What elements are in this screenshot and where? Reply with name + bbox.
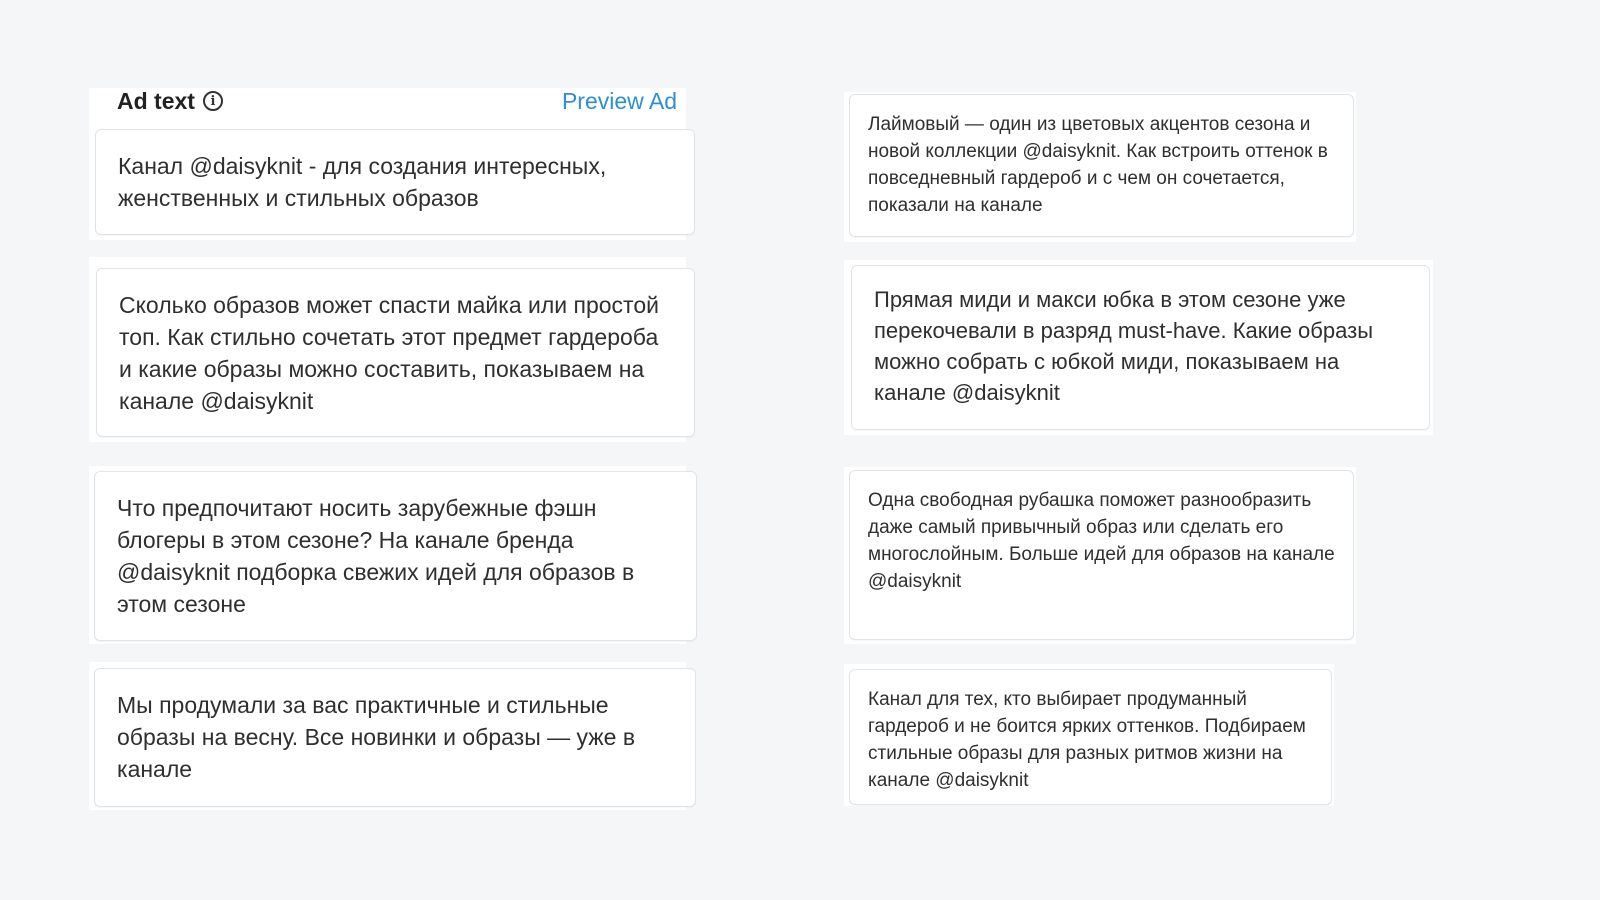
preview-ad-link[interactable]: Preview Ad — [561, 87, 677, 114]
ad-text-value: Прямая миди и макси юбка в этом сезоне уже перекочевали в разряд must-have. Какие образы можно собрать с юбкой миди, показываем на канале @daisyknit — [874, 287, 1374, 405]
ad-text-field-2[interactable] — [96, 268, 695, 437]
ad-text-value: Канал @daisyknit - для создания интересных, женственных и стильных образов — [118, 153, 607, 211]
ad-text-title: Ad text — [117, 87, 195, 114]
ad-text-value: Лаймовый — один из цветовых акцентов сезона и новой коллекции @daisyknit. Как встроить оттенок в повседневный гардероб и с чем он сочетается, показали на канале — [868, 114, 1328, 216]
ad-text-field-4[interactable] — [94, 668, 696, 807]
ad-text-field-1[interactable] — [95, 129, 695, 235]
ad-text-field-6[interactable] — [851, 265, 1430, 430]
ad-text-header — [117, 86, 677, 116]
info-icon[interactable]: i — [203, 91, 223, 111]
ad-text-field-7[interactable] — [849, 470, 1354, 640]
ad-text-field-3[interactable] — [94, 471, 697, 641]
ad-text-value: Одна свободная рубашка поможет разнообразить даже самый привычный образ или сделать его многослойным. Больше идей для образов на канале @daisyknit — [868, 490, 1335, 592]
ad-text-field-5[interactable] — [849, 94, 1354, 237]
ad-text-field-8[interactable] — [849, 669, 1332, 805]
ad-text-value: Канал для тех, кто выбирает продуманный гардероб и не боится ярких оттенков. Подбираем стильные образы для разных ритмов жизни на канале @daisyknit — [868, 689, 1306, 791]
ad-text-value: Что предпочитают носить зарубежные фэшн блогеры в этом сезоне? На канале бренда @daisyknit подборка свежих идей для образов в этом сезоне — [117, 495, 635, 617]
ad-text-label-group — [117, 88, 223, 115]
ad-text-value: Мы продумали за вас практичные и стильные образы на весну. Все новинки и образы — уже в канале — [117, 692, 636, 782]
ad-text-value: Сколько образов может спасти майка или простой топ. Как стильно сочетать этот предмет гардероба и какие образы можно составить, показываем на канале @daisyknit — [119, 292, 659, 414]
